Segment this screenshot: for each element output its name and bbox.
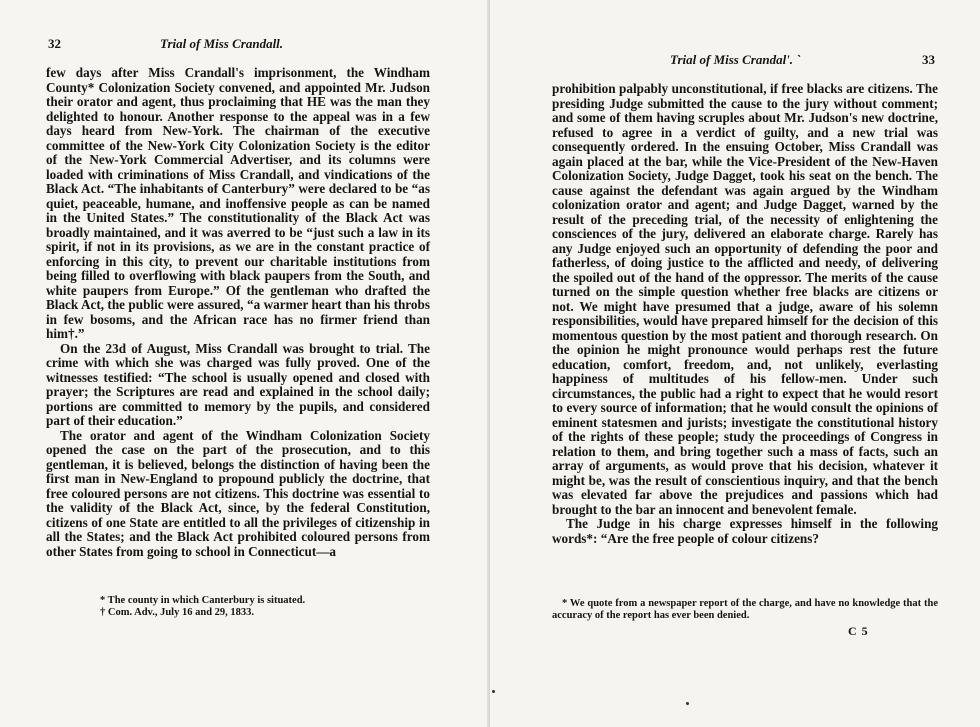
right-running-head: Trial of Miss Crandal'. ` bbox=[670, 52, 801, 67]
paragraph: few days after Miss Crandall's imprisonment, the Windham County* Colonization Society convened, and appointed Mr. Judson their orator and agent, thus proclaiming that HE was the man they delighted to honour. Another response to the appeal was in a few days heard from New-York. The chairman of the executive committee of the New-York City Colonization Society is the editor of the New-York Commercial Advertiser, and its columns were loaded with criminations of Miss Crandall, and vindications of the Black Act. “The inhabitants of Canterbury” were declared to be “as quiet, peaceable, humane, and inoffensive people as can be named in the United States.” The constitutionality of the Black Act was broadly maintained, and it was averred to be “just such a law in its spirit, if not in its provisions, as we are in the constant practice of enforcing in this city, to prevent our charitable institutions from being filled to overflowing with black paupers from the South, and white paupers from Europe.” Of the gentleman who drafted the Black Act, the public were assured, “a warmer heart than his throbs in few bosoms, and the African race has no firmer friend than him†.” bbox=[46, 65, 430, 341]
left-footnotes bbox=[100, 595, 430, 619]
footnote: * The county in which Canterbury is situated. bbox=[100, 595, 306, 606]
paragraph: On the 23d of August, Miss Crandall was brought to trial. The crime with which she was charged was fully proved. One of the witnesses testified: “The school is usually opened and closed with prayer; the Scriptures are read and explained in the school daily; portions are committed to memory by the pupils, and considered part of their education.” bbox=[46, 340, 430, 428]
right-page-number: 33 bbox=[922, 52, 935, 67]
paragraph: prohibition palpably unconstitutional, if free blacks are citizens. The presiding Judge submitted the cause to the jury without comment; and some of them having scruples about Mr. Judson's new doctrine, refused to agree in a verdict of guilty, and a new trial was consequently ordered. In the ensuing October, Miss Crandall was again placed at the bar, while the Vice-President of the New-Haven Colonization Society, Judge Dagget, took his seat on the bench. The cause against the defendant was again argued by the Windham colonization orator and agent; and Judge Dagget, warned by the result of the preceding trial, of the necessity of enlightening the consciences of the jury, delivered an elaborate charge. Rarely has any Judge enjoyed such an opportunity of defending the poor and fatherless, of doing justice to the afflicted and needy, of delivering the spoiled out of the hand of the oppressor. The merits of the cause turned on the simple question whether free blacks are citizens or not. We might have presumed that a judge, aware of his solemn responsibilities, would have prepared himself for the decision of this momentous question by the most patient and thorough research. On the opinion he might pronounce would perhaps rest the future education, comfort, freedom, and, not unlikely, everlasting happiness of multitudes of his fellow-men. Under such circumstances, the public had a right to expect that he would resort to every source of information; that he would consult the opinions of eminent statesmen and jurists; investigate the constitutional history of the rights of these people; study the proceedings of Congress in relation to them, and bring together such a mass of facts, such an array of arguments, as would prove that his decision, whatever it might be, was the result of conscientious inquiry, and that the bench was elevated far above the prejudices and passions which had brought to the bar an innocent and benevolent female. bbox=[552, 81, 938, 517]
footnote: * We quote from a newspaper report of the charge, and have no knowledge that the accuracy of the report has ever been denied. bbox=[552, 598, 938, 621]
paragraph: The orator and agent of the Windham Colonization Society opened the case on the part of the prosecution, and to this gentleman, it is believed, belongs the distinction of having been the first man in New-England to propound publicly the doctrine, that free coloured persons are not citizens. This doctrine was essential to the validity of the Black Act, since, by the federal Constitution, citizens of one State are entitled to all the privileges of citizenship in all the States; and the Black Act prohibited coloured persons from other States from going to school in Connecticut—a bbox=[46, 427, 430, 559]
right-body bbox=[552, 82, 938, 546]
footnote: † Com. Adv., July 16 and 29, 1833. bbox=[100, 607, 255, 618]
print-speck bbox=[492, 690, 495, 693]
right-page bbox=[490, 0, 980, 727]
left-body bbox=[46, 66, 430, 559]
left-page-number: 32 bbox=[48, 36, 61, 51]
right-footnotes bbox=[552, 598, 938, 622]
signature-mark: C 5 bbox=[848, 624, 869, 638]
left-running-head: Trial of Miss Crandall. bbox=[160, 36, 284, 51]
paragraph: The Judge in his charge expresses himself in the following words*: “Are the free people of colour citizens? bbox=[552, 516, 938, 546]
print-speck bbox=[686, 702, 689, 705]
